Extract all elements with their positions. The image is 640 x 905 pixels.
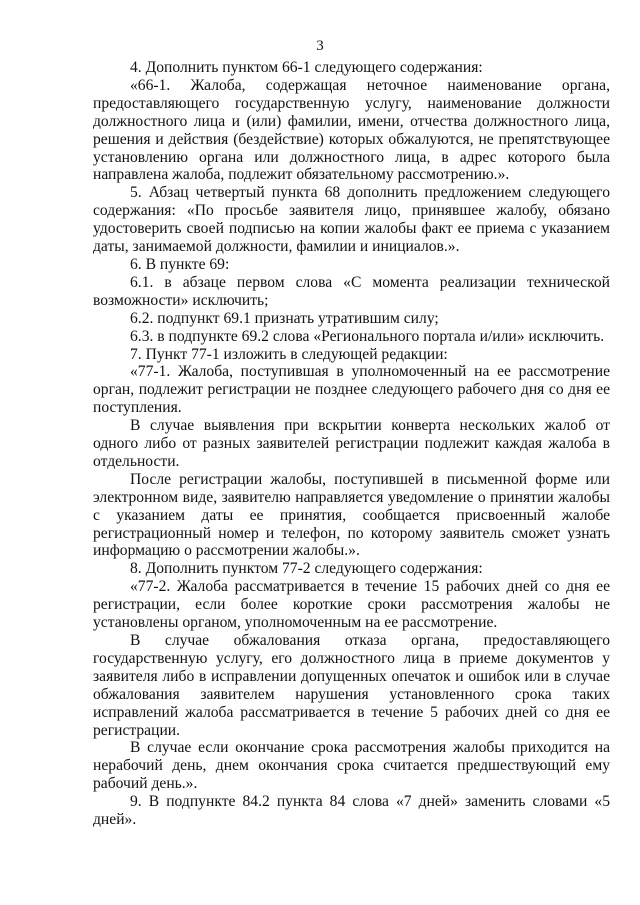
paragraph-item-9: 9. В подпункте 84.2 пункта 84 слова «7 дней» заменить словами «5 дней». <box>93 793 610 829</box>
paragraph-item-6-3: 6.3. в подпункте 69.2 слова «Регионального портала и/или» исключить. <box>130 327 605 345</box>
paragraph-item-4: 4. Дополнить пунктом 66-1 следующего содержания: <box>130 59 483 76</box>
paragraph-item-77-2-text: «77-2. Жалоба рассматривается в течение 15 рабочих дней со дня ее регистрации, если более короткие сроки рассмотрения жалобы не установлены органом, уполномоченным на ее рассмотрение. <box>93 578 610 632</box>
paragraph-nonworking-day: В случае если окончание срока рассмотрения жалобы приходится на нерабочий день, днем окончания срока считается предшествующий ему рабочий день.». <box>93 739 610 793</box>
paragraph-registration-notice: После регистрации жалобы, поступившей в письменной форме или электронном виде, заявителю направляется уведомление о принятии жалобы с указанием даты ее принятия, сообщается присвоенный жалобе регистрационный номер и телефон, по которому заявитель сможет узнать информацию о рассмотрении жалобы.». <box>93 470 610 560</box>
paragraph-item-66-1-text: «66-1. Жалоба, содержащая неточное наименование органа, предоставляющего государственную услугу, наименование должности должностного лица и (или) фамилии, имени, отчества должностного лица, решения и действия (бездействие) которых обжалуются, не препятствующее установлению органа или должностного лица, в адрес которого была направлена жалоба, подлежит обязательному рассмотрению.». <box>93 76 610 184</box>
paragraph-refusal-appeal: В случае обжалования отказа органа, предоставляющего государственную услугу, его должностного лица в приеме документов у заявителя либо в исправлении допущенных опечаток и ошибок или в случае обжалования заявителем нарушения установленного срока таких исправлений жалоба рассматривается в течение 5 рабочих дней со дня ее регистрации. <box>93 632 610 739</box>
paragraph-multiple-complaints: В случае выявления при вскрытии конверта нескольких жалоб от одного либо от разных заявителей регистрации подлежит каждая жалоба в отдельности. <box>93 417 610 470</box>
paragraph-item-6-1: 6.1. в абзаце первом слова «С момента реализации технической возможности» исключить; <box>93 273 610 309</box>
paragraph-item-6-2: 6.2. подпункт 69.1 признать утратившим силу; <box>130 309 439 327</box>
paragraph-item-6: 6. В пункте 69: <box>130 255 230 273</box>
paragraph-item-7: 7. Пункт 77-1 изложить в следующей редакции: <box>130 345 448 363</box>
paragraph-item-5: 5. Абзац четвертый пункта 68 дополнить предложением следующего содержания: «По просьбе заявителя лицо, принявшее жалобу, обязано удостоверить своей подписью на копии жалобы факт ее приема с указанием даты, занимаемой должности, фамилии и инициалов.». <box>93 184 610 256</box>
paragraph-item-77-1-text: «77-1. Жалоба, поступившая в уполномоченный на ее рассмотрение орган, подлежит регистрации не позднее следующего рабочего дня со дня ее поступления. <box>93 363 610 417</box>
paragraph-item-8: 8. Дополнить пунктом 77-2 следующего содержания: <box>130 560 483 578</box>
document-body <box>93 59 610 829</box>
page-number: 3 <box>316 38 324 54</box>
